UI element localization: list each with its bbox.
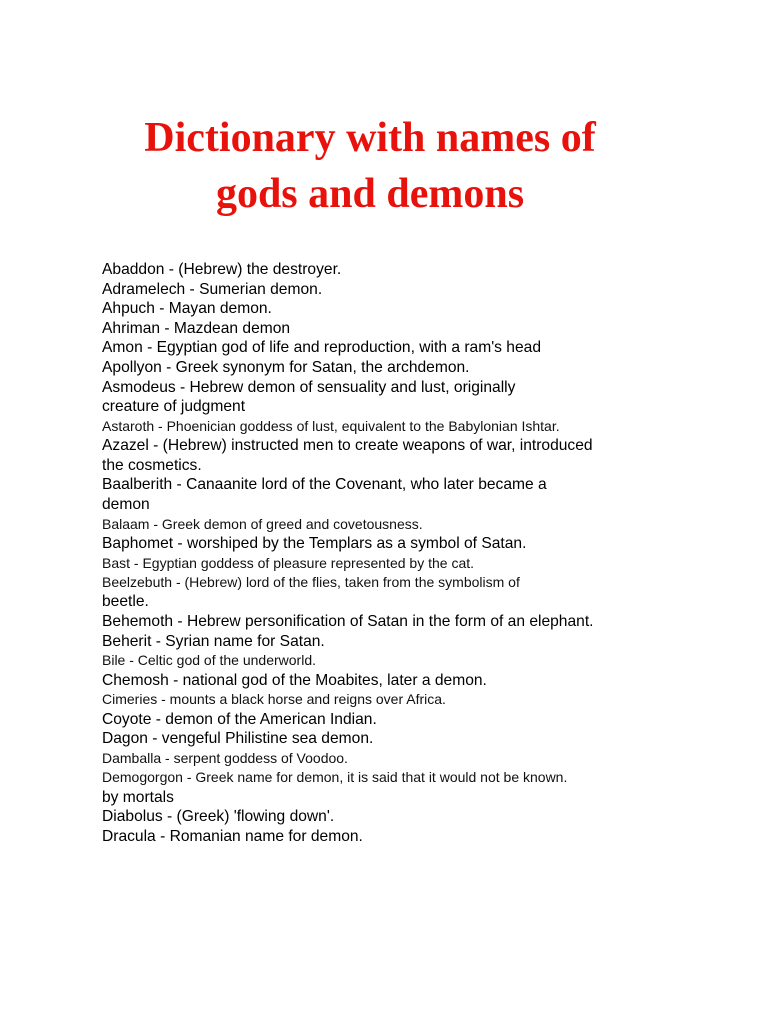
page-title-line-2: gods and demons — [215, 171, 525, 217]
list-item: Astaroth - Phoenician goddess of lust, equivalent to the Babylonian Ishtar. — [102, 417, 560, 434]
list-item: Damballa - serpent goddess of Voodoo. — [102, 749, 348, 766]
entry-list — [102, 260, 702, 846]
list-item: beetle. — [102, 593, 149, 611]
list-item: Bast - Egyptian goddess of pleasure represented by the cat. — [102, 554, 475, 571]
list-item: Coyote - demon of the American Indian. — [102, 710, 377, 728]
list-item: Ahriman - Mazdean demon — [102, 319, 291, 337]
list-item: Asmodeus - Hebrew demon of sensuality and lust, originally — [102, 378, 516, 396]
list-item: by mortals — [102, 788, 174, 806]
page-title-line-1: Dictionary with names of — [144, 115, 596, 161]
list-item: Ahpuch - Mayan demon. — [102, 300, 272, 318]
list-item: Baphomet - worshiped by the Templars as a symbol of Satan. — [102, 534, 527, 552]
list-item: Abaddon - (Hebrew) the destroyer. — [102, 261, 342, 278]
list-item: the cosmetics. — [102, 456, 202, 474]
page-title — [0, 110, 740, 222]
list-item: creature of judgment — [102, 398, 246, 416]
list-item: Beherit - Syrian name for Satan. — [102, 632, 325, 650]
list-item: Dagon - vengeful Philistine sea demon. — [102, 730, 374, 748]
list-item: Apollyon - Greek synonym for Satan, the archdemon. — [102, 358, 470, 376]
list-item: Azazel - (Hebrew) instructed men to create weapons of war, introduced — [102, 437, 593, 455]
list-item: Dracula - Romanian name for demon. — [102, 827, 363, 845]
list-item: Behemoth - Hebrew personification of Satan in the form of an elephant. — [102, 612, 594, 630]
list-item: Bile - Celtic god of the underworld. — [102, 652, 316, 669]
list-item: Amon - Egyptian god of life and reproduction, with a ram's head — [102, 339, 541, 357]
list-item: Adramelech - Sumerian demon. — [102, 280, 323, 298]
list-item: Beelzebuth - (Hebrew) lord of the flies, taken from the symbolism of — [102, 573, 520, 590]
list-item: Demogorgon - Greek name for demon, it is said that it would not be known. — [102, 769, 568, 786]
list-item: Baalberith - Canaanite lord of the Covenant, who later became a — [102, 476, 547, 494]
list-item: Cimeries - mounts a black horse and reigns over Africa. — [102, 691, 446, 708]
list-item: demon — [102, 495, 150, 513]
list-item: Chemosh - national god of the Moabites, later a demon. — [102, 671, 487, 689]
list-item: Balaam - Greek demon of greed and covetousness. — [102, 515, 423, 532]
list-item: Diabolus - (Greek) 'flowing down'. — [102, 808, 335, 826]
